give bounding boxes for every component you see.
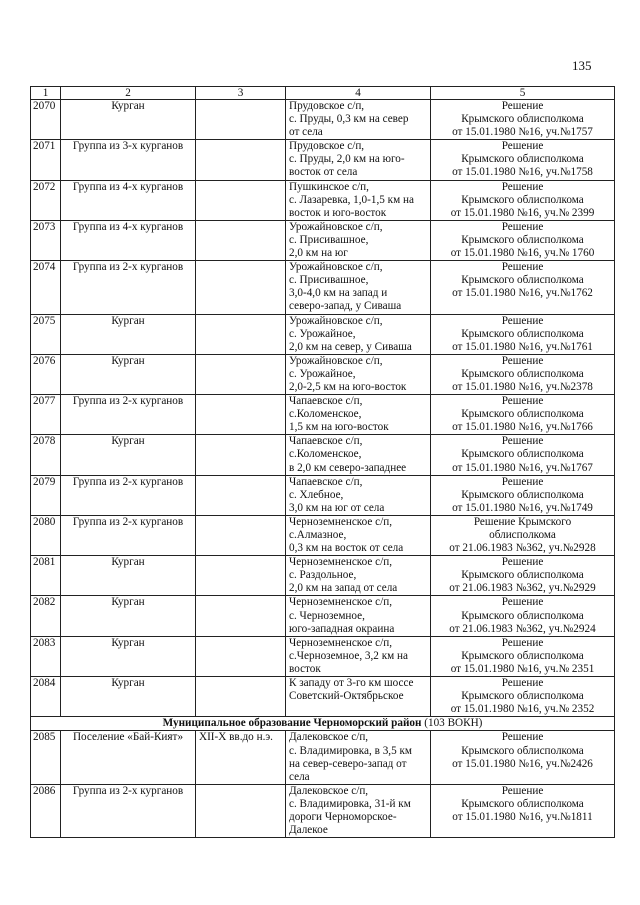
object-location-line: Пушкинское с/п, bbox=[289, 180, 369, 193]
object-dating bbox=[196, 220, 286, 260]
object-name bbox=[61, 220, 196, 260]
row-number: 2080 bbox=[31, 515, 61, 555]
object-dating bbox=[196, 261, 286, 314]
object-dating bbox=[196, 435, 286, 475]
object-location bbox=[286, 140, 431, 180]
object-location bbox=[286, 636, 431, 676]
object-name-line: Группа из 4-х курганов bbox=[72, 220, 184, 233]
object-name-line: Курган bbox=[111, 677, 145, 690]
object-name bbox=[61, 395, 196, 435]
object-dating bbox=[196, 180, 286, 220]
object-location-line: с.Коломенское, bbox=[289, 448, 362, 461]
protection-document-line: Крымского облисполкома bbox=[461, 488, 584, 501]
protection-document-line: Решение bbox=[501, 395, 544, 408]
table-row bbox=[31, 475, 615, 515]
row-number: 2076 bbox=[31, 354, 61, 394]
row-number: 2071 bbox=[31, 140, 61, 180]
object-name-line: Группа из 2-х курганов bbox=[72, 261, 184, 274]
object-location-line: восток от села bbox=[289, 166, 358, 179]
object-location-line: 0,3 км на восток от села bbox=[289, 542, 404, 555]
section-heading-row bbox=[31, 717, 615, 731]
row-number: 2084 bbox=[31, 677, 61, 717]
object-name bbox=[61, 677, 196, 717]
table-row bbox=[31, 596, 615, 636]
section-heading bbox=[31, 717, 615, 731]
protection-document bbox=[431, 596, 615, 636]
protection-document bbox=[431, 395, 615, 435]
protection-document-line: Крымского облисполкома bbox=[461, 744, 584, 757]
protection-document-line: Крымского облисполкома bbox=[461, 609, 584, 622]
row-number: 2077 bbox=[31, 395, 61, 435]
object-location-line: 3,0 км на юг от села bbox=[289, 501, 385, 514]
protection-document-line: Крымского облисполкома bbox=[461, 193, 584, 206]
table-row bbox=[31, 784, 615, 837]
object-location-line: с. Черноземное, bbox=[289, 609, 365, 622]
object-dating bbox=[196, 596, 286, 636]
page-number: 135 bbox=[572, 58, 592, 73]
row-number: 2074 bbox=[31, 261, 61, 314]
object-dating bbox=[196, 636, 286, 676]
object-location bbox=[286, 515, 431, 555]
object-location-line: Урожайновское с/п, bbox=[289, 220, 383, 233]
object-dating bbox=[196, 395, 286, 435]
object-location-line: К западу от 3-го км шоссе bbox=[289, 677, 414, 690]
object-name bbox=[61, 100, 196, 140]
table-row bbox=[31, 261, 615, 314]
row-number: 2082 bbox=[31, 596, 61, 636]
object-dating bbox=[196, 556, 286, 596]
protection-document-line: от 15.01.1980 №16, уч.№1749 bbox=[452, 501, 593, 514]
table-row bbox=[31, 677, 615, 717]
object-location-line: с. Лазаревка, 1,0-1,5 км на bbox=[289, 193, 414, 206]
table-row bbox=[31, 354, 615, 394]
protection-document-line: от 15.01.1980 №16, уч.№2426 bbox=[452, 757, 593, 770]
protection-document-line: от 15.01.1980 №16, уч.№1811 bbox=[452, 810, 593, 823]
protection-document bbox=[431, 261, 615, 314]
protection-document bbox=[431, 435, 615, 475]
object-name-line: Курган bbox=[111, 435, 145, 448]
column-header-5: 5 bbox=[431, 87, 615, 100]
row-number: 2079 bbox=[31, 475, 61, 515]
protection-document-line: от 15.01.1980 №16, уч.№1757 bbox=[452, 126, 593, 139]
object-location-line: Чапаевское с/п, bbox=[289, 475, 363, 488]
protection-document-line: от 21.06.1983 №362, уч.№2924 bbox=[449, 622, 596, 635]
object-name bbox=[61, 731, 196, 784]
protection-document-line: от 15.01.1980 №16, уч.№1767 bbox=[452, 461, 593, 474]
object-name-line: Курган bbox=[111, 100, 145, 112]
protection-document-line: Крымского облисполкома bbox=[461, 113, 584, 126]
object-location-line: 3,0-4,0 км на запад и bbox=[289, 287, 388, 300]
protection-document-line: Крымского облисполкома bbox=[461, 367, 584, 380]
object-location bbox=[286, 784, 431, 837]
table-row bbox=[31, 636, 615, 676]
column-header-2: 2 bbox=[61, 87, 196, 100]
table-row bbox=[31, 731, 615, 784]
protection-document-line: от 15.01.1980 №16, уч.№ 2399 bbox=[450, 206, 595, 219]
protection-document-line: от 15.01.1980 №16, уч.№1761 bbox=[452, 340, 593, 353]
object-dating bbox=[196, 784, 286, 837]
object-location-line: Черноземненское с/п, bbox=[289, 556, 392, 569]
protection-document bbox=[431, 314, 615, 354]
protection-document bbox=[431, 677, 615, 717]
object-location bbox=[286, 220, 431, 260]
object-name-line: Курган bbox=[111, 636, 145, 649]
object-location-line: с.Черноземное, 3,2 км на bbox=[289, 649, 408, 662]
object-location-line: дороги Черноморское- bbox=[289, 810, 397, 823]
protection-document bbox=[431, 354, 615, 394]
protection-document-line: Решение bbox=[501, 596, 544, 609]
protection-document-line: Решение Крымского bbox=[473, 515, 572, 528]
object-name bbox=[61, 556, 196, 596]
object-name-line: Курган bbox=[111, 354, 145, 367]
object-dating bbox=[196, 475, 286, 515]
object-location-line: с. Присивашное, bbox=[289, 233, 369, 246]
protection-document-line: от 15.01.1980 №16, уч.№ 2351 bbox=[450, 662, 595, 675]
object-location-line: 2,0 км на юг bbox=[289, 247, 348, 260]
object-location-line: 2,0 км на запад от села bbox=[289, 582, 398, 595]
object-location-line: юго-западная окраина bbox=[289, 622, 395, 635]
object-name-line: Группа из 2-х курганов bbox=[72, 475, 184, 488]
object-location-line: в 2,0 км северо-западнее bbox=[289, 461, 407, 474]
object-dating bbox=[196, 314, 286, 354]
object-location-line: восток и юго-восток bbox=[289, 206, 387, 219]
object-location-line: с. Раздольное, bbox=[289, 569, 357, 582]
object-location-line: от села bbox=[289, 126, 323, 139]
protection-document-line: от 21.06.1983 №362, уч.№2929 bbox=[449, 582, 596, 595]
row-number: 2083 bbox=[31, 636, 61, 676]
protection-document-line: от 15.01.1980 №16, уч.№1758 bbox=[452, 166, 593, 179]
object-location-line: Советский-Октябрьское bbox=[289, 690, 404, 703]
protection-document-line: от 15.01.1980 №16, уч.№1762 bbox=[452, 287, 593, 300]
protection-document-line: Крымского облисполкома bbox=[461, 408, 584, 421]
object-name-line: Группа из 2-х курганов bbox=[72, 395, 184, 408]
protection-document-line: Решение bbox=[501, 261, 544, 274]
protection-document-line: от 15.01.1980 №16, уч.№ 2352 bbox=[450, 703, 595, 716]
protection-document-line: Решение bbox=[501, 636, 544, 649]
object-location bbox=[286, 180, 431, 220]
object-location-line: с.Коломенское, bbox=[289, 408, 362, 421]
object-name bbox=[61, 140, 196, 180]
object-location-line: 1,5 км на юго-восток bbox=[289, 421, 389, 434]
protection-document-line: Решение bbox=[501, 314, 544, 327]
object-name bbox=[61, 596, 196, 636]
protection-document-line: Крымского облисполкома bbox=[461, 153, 584, 166]
protection-document bbox=[431, 731, 615, 784]
object-name bbox=[61, 784, 196, 837]
row-number: 2086 bbox=[31, 784, 61, 837]
object-location bbox=[286, 314, 431, 354]
object-location-line: Черноземненское с/п, bbox=[289, 596, 392, 609]
protection-document-line: Крымского облисполкома bbox=[461, 690, 584, 703]
object-location-line: 2,0-2,5 км на юго-восток bbox=[289, 380, 407, 393]
table-row bbox=[31, 100, 615, 140]
object-dating bbox=[196, 677, 286, 717]
protection-document bbox=[431, 475, 615, 515]
row-number: 2072 bbox=[31, 180, 61, 220]
section-object-count: (103 ВОКН) bbox=[424, 717, 483, 730]
object-dating bbox=[196, 354, 286, 394]
object-name bbox=[61, 354, 196, 394]
protection-document-line: Решение bbox=[501, 556, 544, 569]
protection-document bbox=[431, 140, 615, 180]
protection-document-line: Решение bbox=[501, 100, 544, 112]
object-location-line: Урожайновское с/п, bbox=[289, 354, 383, 367]
object-location-line: с. Урожайное, bbox=[289, 327, 356, 340]
protection-document bbox=[431, 556, 615, 596]
protection-document bbox=[431, 100, 615, 140]
object-location-line: Прудовское с/п, bbox=[289, 140, 365, 153]
object-name-line: Группа из 2-х курганов bbox=[72, 784, 184, 797]
protection-document-line: Решение bbox=[501, 435, 544, 448]
protection-document-line: Решение bbox=[501, 140, 544, 153]
object-location-line: 2,0 км на север, у Сиваша bbox=[289, 340, 412, 353]
object-location-line: Чапаевское с/п, bbox=[289, 395, 363, 408]
object-location bbox=[286, 100, 431, 140]
protection-document-line: Крымского облисполкома bbox=[461, 797, 584, 810]
object-location-line: Далековское с/п, bbox=[289, 784, 369, 797]
column-header-3: 3 bbox=[196, 87, 286, 100]
protection-document-line: Решение bbox=[501, 354, 544, 367]
object-location bbox=[286, 435, 431, 475]
row-number: 2085 bbox=[31, 731, 61, 784]
protection-document-line: Решение bbox=[501, 475, 544, 488]
row-number: 2073 bbox=[31, 220, 61, 260]
object-location-line: с. Пруды, 2,0 км на юго- bbox=[289, 153, 405, 166]
object-name-line: Группа из 2-х курганов bbox=[72, 515, 184, 528]
object-dating-line: XII-X вв.до н.э. bbox=[199, 731, 273, 744]
object-location-line: Чапаевское с/п, bbox=[289, 435, 363, 448]
object-location-line: с. Присивашное, bbox=[289, 274, 369, 287]
object-name-line: Группа из 3-х курганов bbox=[72, 140, 184, 153]
object-name bbox=[61, 261, 196, 314]
protection-document-line: Крымского облисполкома bbox=[461, 233, 584, 246]
protection-document-line: Решение bbox=[501, 731, 544, 744]
row-number: 2075 bbox=[31, 314, 61, 354]
object-name bbox=[61, 180, 196, 220]
protection-document-line: Решение bbox=[501, 677, 544, 690]
object-location bbox=[286, 354, 431, 394]
table-row bbox=[31, 435, 615, 475]
protection-document bbox=[431, 515, 615, 555]
object-location-line: Прудовское с/п, bbox=[289, 100, 365, 112]
column-number-header-row bbox=[31, 87, 615, 100]
object-location-line: Далековское с/п, bbox=[289, 731, 369, 744]
protection-document bbox=[431, 636, 615, 676]
object-location bbox=[286, 596, 431, 636]
table-row bbox=[31, 180, 615, 220]
protection-document-line: облисполкома bbox=[489, 529, 556, 541]
object-location bbox=[286, 556, 431, 596]
protection-document bbox=[431, 220, 615, 260]
object-location-line: села bbox=[289, 770, 310, 783]
object-location-line: с. Хлебное, bbox=[289, 488, 344, 501]
protection-document-line: Крымского облисполкома bbox=[461, 448, 584, 461]
object-name bbox=[61, 435, 196, 475]
object-name-line: Курган bbox=[111, 596, 145, 609]
object-location-line: на север-северо-запад от bbox=[289, 757, 407, 770]
object-name-line: Курган bbox=[111, 556, 145, 569]
object-name bbox=[61, 475, 196, 515]
object-name bbox=[61, 636, 196, 676]
object-location bbox=[286, 475, 431, 515]
protection-document-line: Крымского облисполкома bbox=[461, 569, 584, 582]
table-row bbox=[31, 556, 615, 596]
object-location-line: с. Пруды, 0,3 км на север bbox=[289, 113, 409, 126]
heritage-registry-table bbox=[30, 86, 615, 838]
protection-document-line: от 15.01.1980 №16, уч.№ 1760 bbox=[450, 247, 595, 260]
column-header-4: 4 bbox=[286, 87, 431, 100]
protection-document-line: Крымского облисполкома bbox=[461, 274, 584, 287]
section-title: Муниципальное образование Черноморский район bbox=[162, 717, 422, 730]
object-location-line: с.Алмазное, bbox=[289, 529, 347, 541]
object-location-line: северо-запад, у Сиваша bbox=[289, 300, 402, 313]
protection-document bbox=[431, 180, 615, 220]
object-name bbox=[61, 314, 196, 354]
protection-document-line: Решение bbox=[501, 180, 544, 193]
object-dating bbox=[196, 100, 286, 140]
object-location-line: Черноземненское с/п, bbox=[289, 515, 392, 528]
protection-document-line: Крымского облисполкома bbox=[461, 649, 584, 662]
protection-document-line: от 15.01.1980 №16, уч.№1766 bbox=[452, 421, 593, 434]
table-row bbox=[31, 314, 615, 354]
object-location-line: с. Владимировка, 31-й км bbox=[289, 797, 411, 810]
object-location-line: с. Урожайное, bbox=[289, 367, 356, 380]
registry-table-body bbox=[31, 87, 615, 838]
object-location-line: Черноземненское с/п, bbox=[289, 636, 392, 649]
protection-document-line: Решение bbox=[501, 784, 544, 797]
object-location-line: Урожайновское с/п, bbox=[289, 261, 383, 274]
object-dating bbox=[196, 140, 286, 180]
object-location-line: Далекое bbox=[289, 824, 328, 837]
object-location bbox=[286, 731, 431, 784]
object-location-line: восток bbox=[289, 662, 321, 675]
object-name bbox=[61, 515, 196, 555]
object-location bbox=[286, 677, 431, 717]
column-header-1: 1 bbox=[31, 87, 61, 100]
table-row bbox=[31, 515, 615, 555]
object-location bbox=[286, 395, 431, 435]
protection-document-line: Крымского облисполкома bbox=[461, 327, 584, 340]
row-number: 2070 bbox=[31, 100, 61, 140]
object-dating bbox=[196, 731, 286, 784]
object-dating bbox=[196, 515, 286, 555]
protection-document-line: Решение bbox=[501, 220, 544, 233]
object-name-line: Группа из 4-х курганов bbox=[72, 180, 184, 193]
object-location bbox=[286, 261, 431, 314]
object-name-line: Курган bbox=[111, 314, 145, 327]
object-name-line: Поселение «Бай-Кият» bbox=[72, 731, 184, 744]
protection-document bbox=[431, 784, 615, 837]
row-number: 2078 bbox=[31, 435, 61, 475]
row-number: 2081 bbox=[31, 556, 61, 596]
protection-document-line: от 21.06.1983 №362, уч.№2928 bbox=[449, 542, 596, 555]
object-location-line: с. Владимировка, в 3,5 км bbox=[289, 744, 412, 757]
table-row bbox=[31, 395, 615, 435]
protection-document-line: от 15.01.1980 №16, уч.№2378 bbox=[452, 380, 593, 393]
table-row bbox=[31, 220, 615, 260]
table-row bbox=[31, 140, 615, 180]
object-location-line: Урожайновское с/п, bbox=[289, 314, 383, 327]
